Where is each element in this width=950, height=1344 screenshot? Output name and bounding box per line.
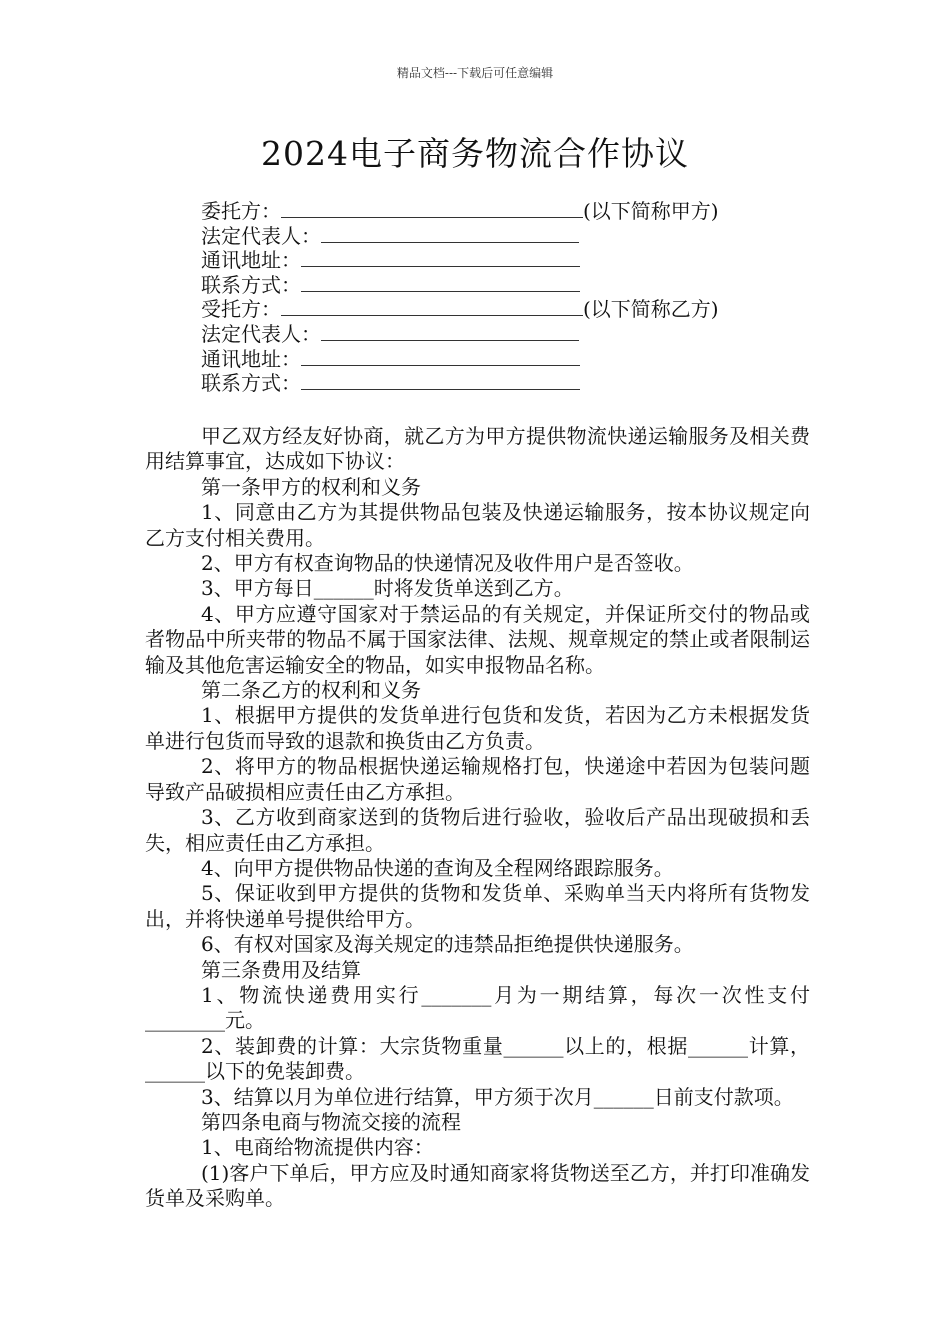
agreement-paragraph: 4、甲方应遵守国家对于禁运品的有关规定，并保证所交付的物品或者物品中所夹带的物品不属于国家法律、法规、规章规定的禁止或者限制运输及其他危害运输安全的物品，如实申报物品名称。 [145,601,810,677]
agreement-paragraph: 第四条电商与物流交接的流程 [201,1109,461,1134]
party-alias-note: (以下简称乙方) [583,297,719,322]
party-field-row [201,248,821,273]
agreement-paragraph: 第一条甲方的权利和义务 [201,474,421,499]
party-field-row [201,199,821,224]
blank-fill-line [321,226,579,243]
header-note: 精品文档---下载后可任意编辑 [396,66,554,80]
agreement-paragraph: 3、乙方收到商家送到的货物后进行验收，验收后产品出现破损和丢失，相应责任由乙方承担。 [145,805,810,855]
blank-fill-line [281,299,583,316]
agreement-paragraph: 1、根据甲方提供的发货单进行包货和发货，若因为乙方未根据发货单进行包货而导致的退款和换货由乙方负责。 [145,703,810,753]
agreement-body [145,424,810,1212]
blank-fill-line [301,373,580,390]
agreement-paragraph: 2、甲方有权查询物品的快递情况及收件用户是否签收。 [201,551,694,576]
agreement-paragraph: 1、电商给物流提供内容： [201,1135,434,1160]
party-field-label: 联系方式： [201,272,301,297]
agreement-paragraph: 1、物流快递费用实行_______月为一期结算，每次一次性支付________元。 [145,982,810,1033]
party-field-label: 委托方： [201,199,281,223]
party-field-label: 联系方式： [201,371,301,396]
party-field-label: 法定代表人： [201,321,321,346]
agreement-paragraph: 2、将甲方的物品根据快递运输规格打包，快递途中若因为包装问题导致产品破损相应责任由乙方承担。 [145,754,810,804]
party-field-row [201,297,821,322]
party-info-block [201,199,821,396]
agreement-paragraph: 甲乙双方经友好协商，就乙方为甲方提供物流快递运输服务及相关费用结算事宜，达成如下协议： [145,424,810,474]
blank-fill-line [301,349,580,366]
agreement-paragraph: 2、装卸费的计算：大宗货物重量______以上的，根据______计算，______以下的免装卸费。 [145,1033,810,1084]
agreement-paragraph: (1)客户下单后，甲方应及时通知商家将货物送至乙方，并打印准确发货单及采购单。 [145,1160,810,1211]
blank-fill-line [281,201,583,218]
blank-fill-line [301,250,580,267]
party-field-label: 法定代表人： [201,223,321,248]
agreement-paragraph: 第三条费用及结算 [201,957,361,982]
blank-fill-line [321,324,579,341]
party-field-label: 通讯地址： [201,346,301,371]
party-field-row [201,224,821,249]
party-field-row [201,322,821,347]
agreement-paragraph: 3、甲方每日______时将发货单送到乙方。 [201,576,574,601]
blank-fill-line [301,275,580,292]
party-field-row [201,273,821,298]
agreement-paragraph: 4、向甲方提供物品快递的查询及全程网络跟踪服务。 [201,855,674,880]
party-field-row [201,371,821,396]
party-field-label: 通讯地址： [201,248,301,273]
agreement-paragraph: 1、同意由乙方为其提供物品包装及快递运输服务，按本协议规定向乙方支付相关费用。 [145,500,810,550]
agreement-paragraph: 5、保证收到甲方提供的货物和发货单、采购单当天内将所有货物发出，并将快递单号提供给甲方。 [145,881,810,931]
agreement-paragraph: 3、结算以月为单位进行结算，甲方须于次月______日前支付款项。 [201,1084,794,1109]
agreement-paragraph: 6、有权对国家及海关规定的违禁品拒绝提供快递服务。 [201,932,694,957]
agreement-paragraph: 第二条乙方的权利和义务 [201,678,421,703]
party-field-row [201,347,821,372]
party-alias-note: (以下简称甲方) [583,199,719,223]
party-field-label: 受托方： [201,297,281,322]
document-title: 2024电子商务物流合作协议 [261,134,689,173]
